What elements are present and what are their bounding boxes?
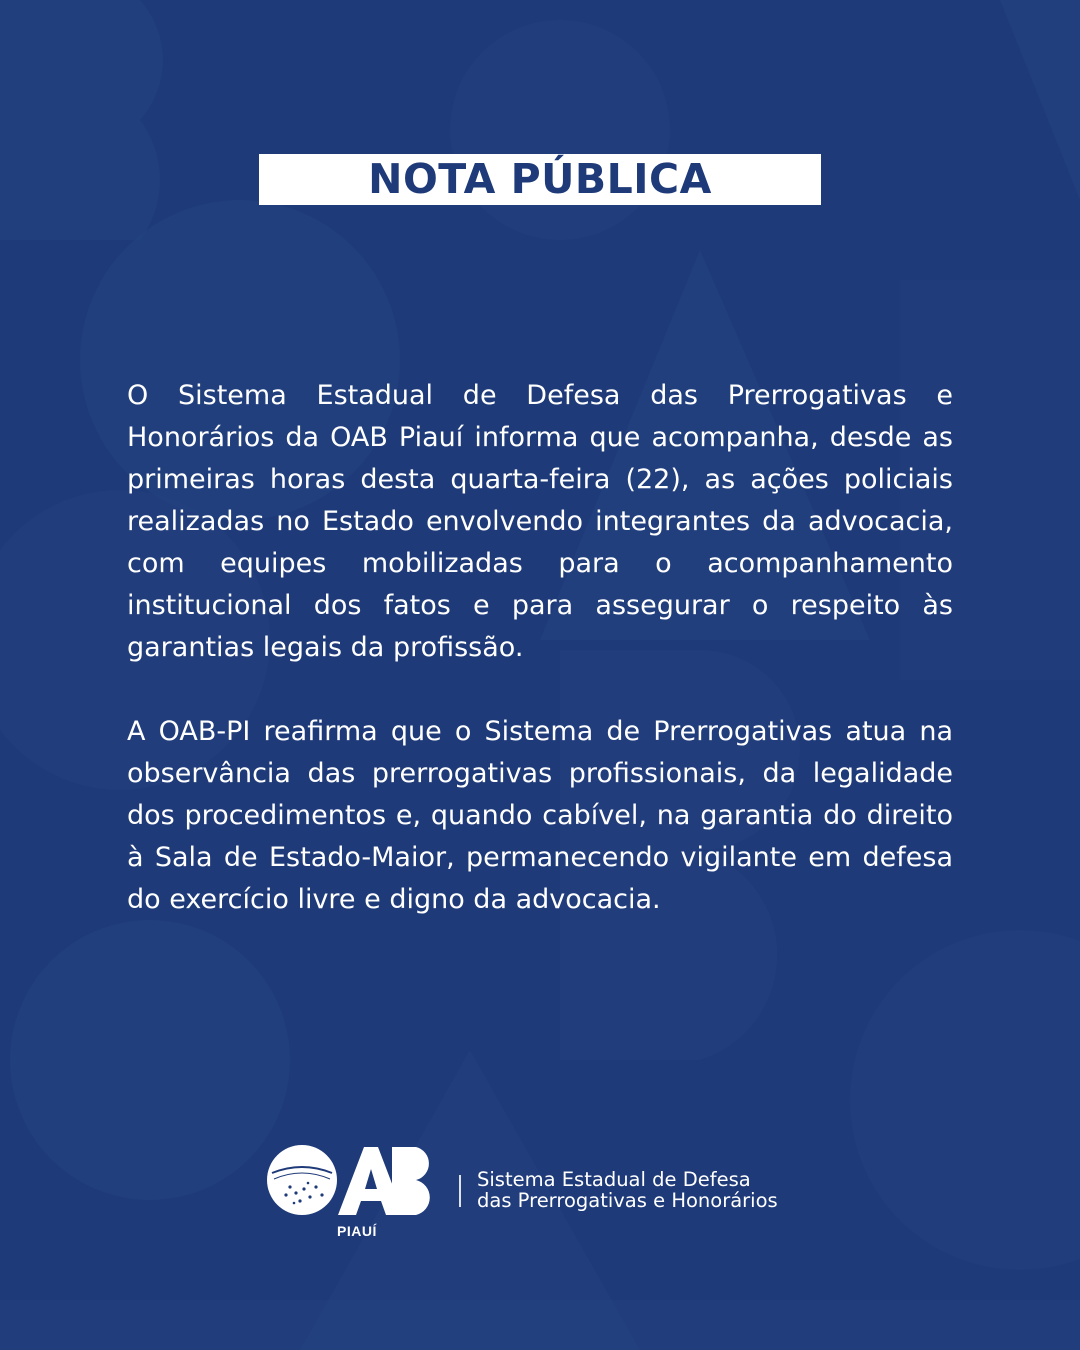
page-title: NOTA PÚBLICA	[368, 155, 712, 203]
notice-body	[127, 375, 953, 921]
footer-subtitle-line-2: das Prerrogativas e Honorários	[477, 1189, 778, 1212]
footer-subtitle-line-1: Sistema Estadual de Defesa	[477, 1168, 751, 1191]
footer-signature	[266, 1143, 826, 1243]
notice-paragraph-1: O Sistema Estadual de Defesa das Prerrogativas e Honorários da OAB Piauí informa que acompanha, desde as primeiras horas desta quarta-feira (22), as ações policiais realizadas no Estado envolvendo integrantes da advocacia, com equipes mobilizadas para o acompanhamento institucional dos fatos e para assegurar o respeito às garantias legais da profissão.	[127, 380, 953, 663]
logo-state-label: PIAUÍ	[337, 1223, 377, 1239]
footer-divider	[459, 1175, 461, 1207]
title-banner	[259, 154, 821, 205]
notice-paragraph-2: A OAB-PI reafirma que o Sistema de Prerrogativas atua na observância das prerrogativas profissionais, da legalidade dos procedimentos e, quando cabível, na garantia do direito à Sala de Estado-Maior, permanecendo vigilante em defesa do exercício livre e digno da advocacia.	[127, 716, 953, 915]
